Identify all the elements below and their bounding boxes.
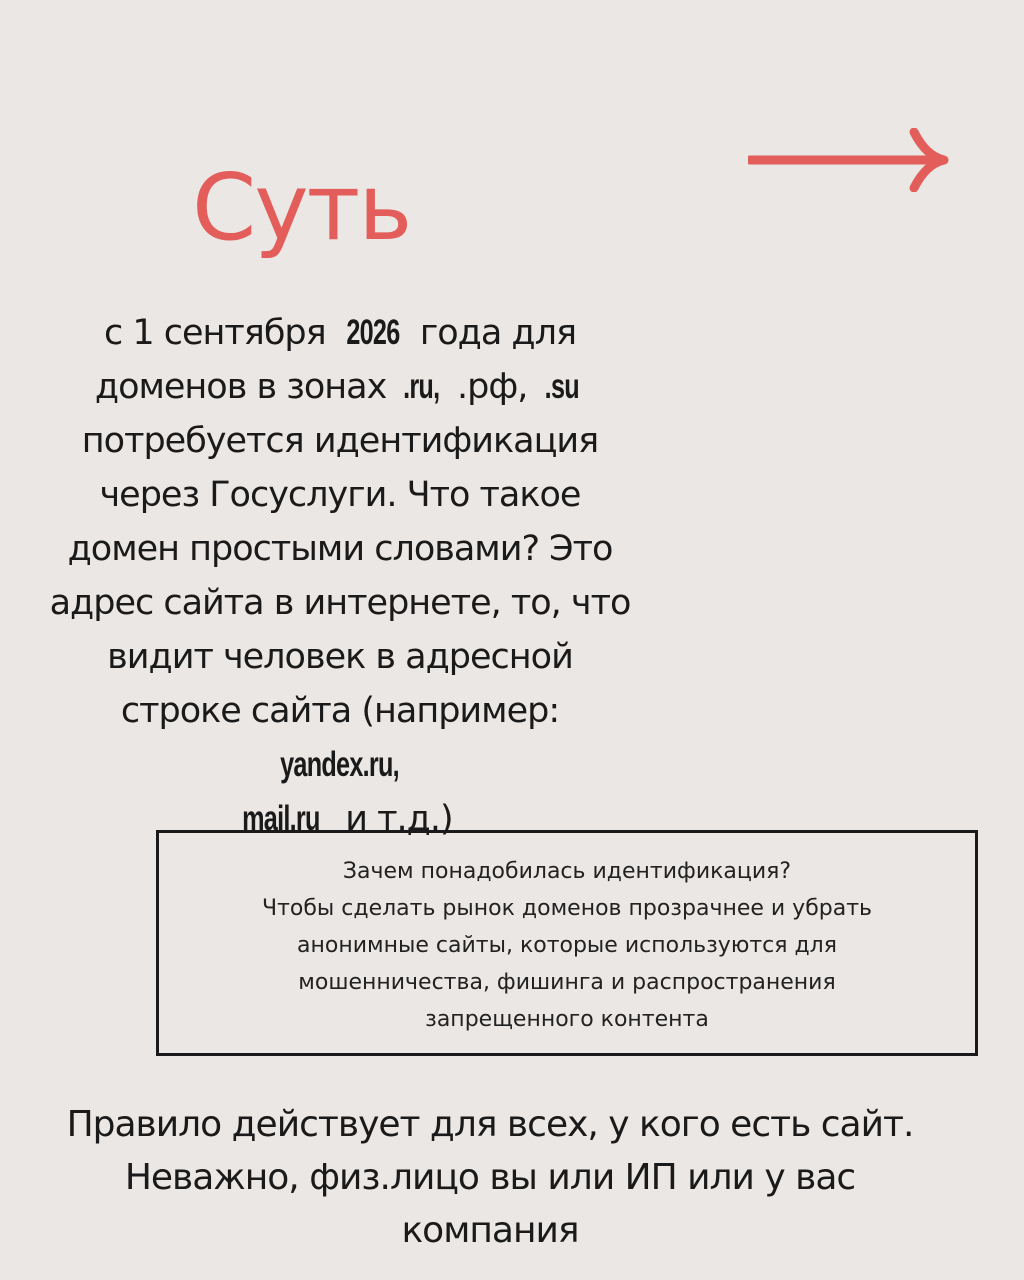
zone-su: .su (544, 367, 579, 406)
info-answer-2: анонимные сайты, которые используются для (297, 933, 837, 958)
main-description (40, 306, 640, 846)
main-line-1 (40, 306, 640, 360)
text-fragment: и т.д.) (335, 799, 453, 839)
text-fragment: с 1 сентября (103, 313, 336, 353)
footer-line-3: компания (401, 1210, 579, 1251)
main-line-8 (40, 684, 640, 792)
zone-ru: .ru, (403, 367, 440, 406)
example-yandex: yandex.ru, (280, 745, 400, 784)
arrow-right-icon (748, 128, 950, 192)
text-fragment: строке сайта (например: (120, 691, 560, 731)
text-fragment: .рф, (446, 367, 538, 407)
info-answer-3: мошенничества, фишинга и распространения (298, 970, 836, 995)
text-fragment: доменов в зонах (94, 367, 397, 407)
info-box (156, 830, 978, 1056)
footer-line-1: Правило действует для всех, у кого есть сайт. (66, 1104, 914, 1145)
main-line-3: потребуется идентификация (81, 421, 599, 461)
main-line-4: через Госуслуги. Что такое (99, 475, 581, 515)
info-question: Зачем понадобилась идентификация? (342, 859, 792, 884)
main-line-7: видит человек в адресной (107, 637, 573, 677)
text-fragment: года для (409, 313, 577, 353)
page-title: Суть (192, 154, 411, 261)
example-mail: mail.ru (242, 799, 321, 838)
main-line-5: домен простыми словами? Это (67, 529, 613, 569)
info-box-text (159, 853, 975, 1038)
year-highlight: 2026 (346, 313, 400, 352)
main-line-6: адрес сайта в интернете, то, что (49, 583, 631, 623)
footer-text (40, 1098, 940, 1257)
info-answer-4: запрещенного контента (425, 1007, 709, 1032)
footer-line-2: Неважно, физ.лицо вы или ИП или у вас (124, 1157, 856, 1198)
main-line-2 (40, 360, 640, 414)
info-answer-1: Чтобы сделать рынок доменов прозрачнее и убрать (261, 896, 873, 921)
